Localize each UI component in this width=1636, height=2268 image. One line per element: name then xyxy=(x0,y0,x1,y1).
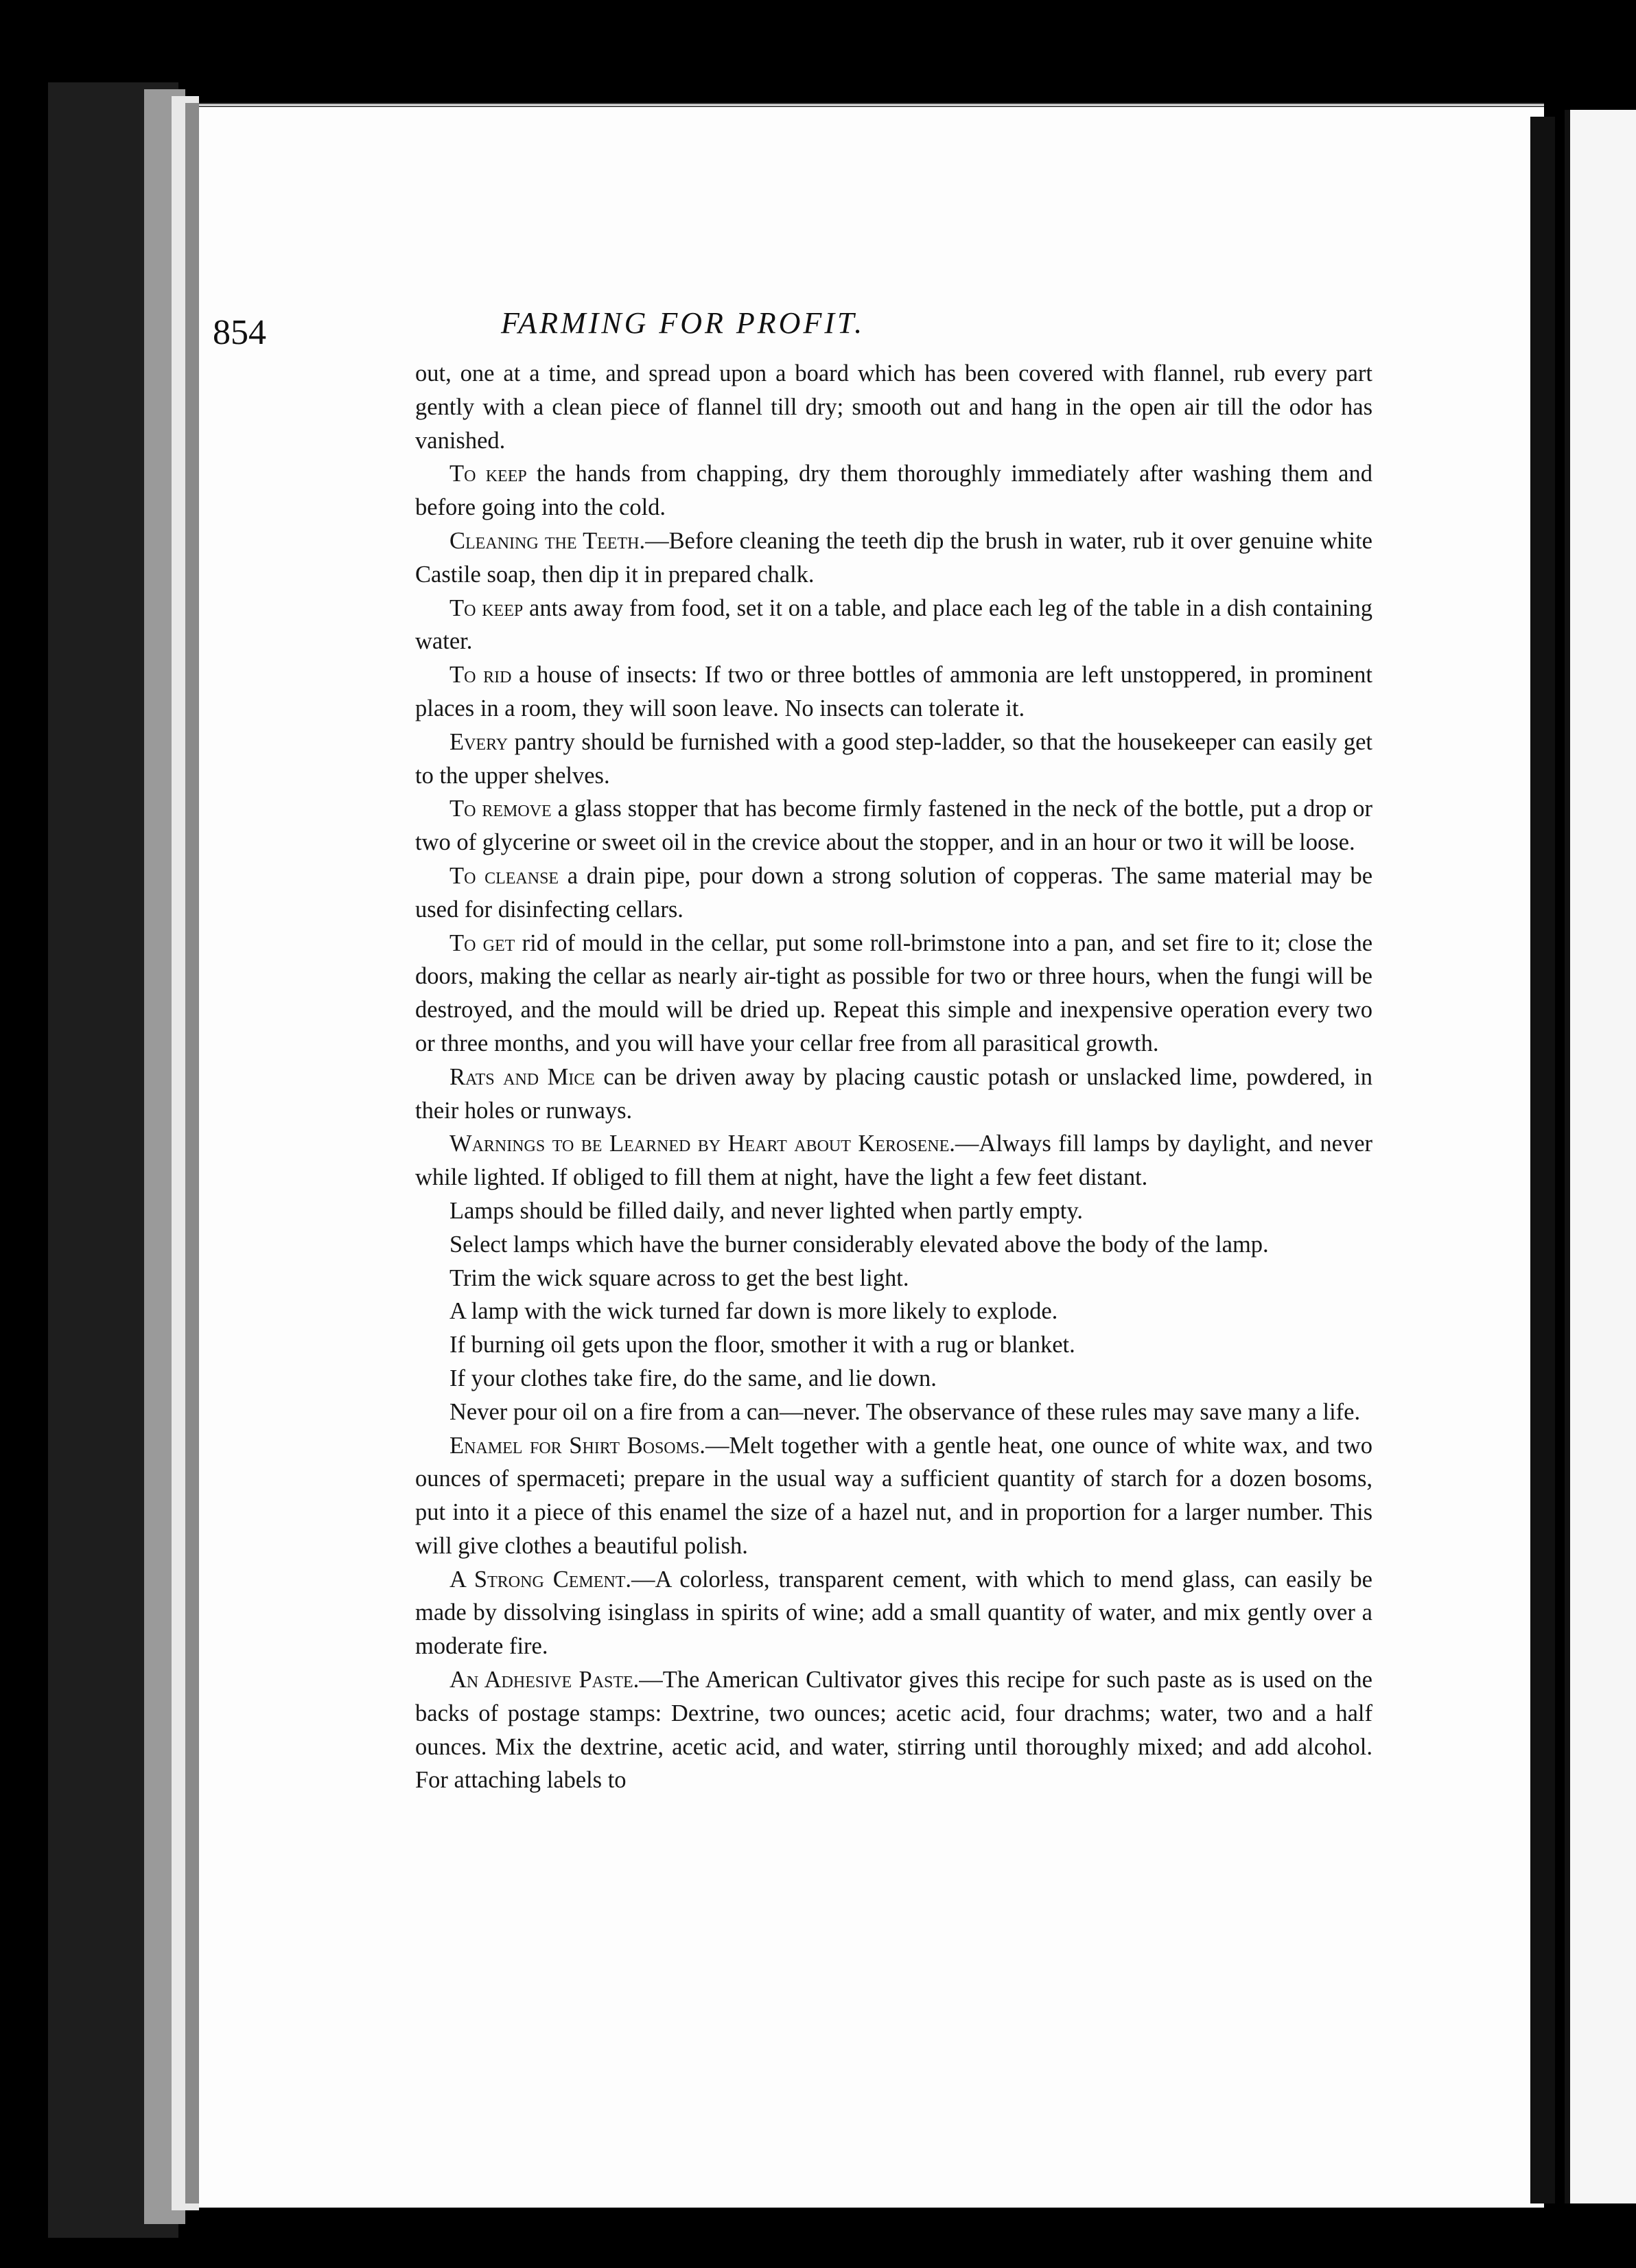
page-header xyxy=(213,305,1379,360)
paragraph xyxy=(415,1396,1372,1429)
paragraph-lead: An Adhesive Paste. xyxy=(449,1667,640,1693)
paragraph xyxy=(415,592,1372,659)
paragraph-lead: Rats and Mice xyxy=(449,1063,595,1090)
paragraph xyxy=(415,1563,1372,1663)
paragraph-lead: To rid xyxy=(449,662,512,688)
paragraph-text: Lamps should be filled daily, and never lighted when partly empty. xyxy=(449,1197,1083,1224)
paragraph-text: a glass stopper that has become firmly fastened in the neck of the bottle, put a drop or two of glycerine or sweet oil in the crevice about the stopper, and in an hour or two it will be loose. xyxy=(415,796,1372,856)
paragraph-text: a house of insects: If two or three bottles of ammonia are left unstoppered, in prominent places in a room, they will soon leave. No insects can tolerate it. xyxy=(415,662,1372,721)
paragraph-lead: Enamel for Shirt Bosoms. xyxy=(449,1432,705,1459)
paragraph-text: —A colorless, transparent cement, with which to mend glass, can easily be made by dissolving isinglass in spirits of wine; add a small quantity of water, and mix gently over a moderate fire. xyxy=(415,1566,1372,1660)
paragraph xyxy=(415,357,1372,457)
paragraph-text: Never pour oil on a fire from a can—never. The observance of these rules may save many a life. xyxy=(449,1398,1361,1425)
paragraph-text: can be driven away by placing caustic potash or unslacked lime, powdered, in their holes or runways. xyxy=(415,1063,1372,1124)
paragraph xyxy=(415,1262,1372,1295)
paragraph-text: —Before cleaning the teeth dip the brush in water, rub it over genuine white Castile soap, then dip it in prepared chalk. xyxy=(415,527,1372,588)
paragraph-text: —Melt together with a gentle heat, one ounce of white wax, and two ounces of spermaceti; prepare in the usual way a sufficient quantity of starch for a dozen bosoms, put into it a piece of this enamel the size of a hazel nut, and in proportion for a larger number. This will give clothes a beautiful polish. xyxy=(415,1432,1372,1559)
paragraph-text: If your clothes take fire, do the same, and lie down. xyxy=(449,1365,937,1391)
paragraph xyxy=(415,524,1372,592)
page-body xyxy=(415,357,1372,1797)
paragraph xyxy=(415,1194,1372,1228)
paragraph-lead: To get xyxy=(449,929,515,956)
paragraph-text: out, one at a time, and spread upon a board which has been covered with flannel, rub every part gently with a clean piece of flannel till dry; smooth out and hang in the open air till the odor has vanished. xyxy=(415,360,1372,454)
paragraph xyxy=(415,1663,1372,1797)
paragraph xyxy=(415,1228,1372,1262)
paragraph xyxy=(415,859,1372,927)
running-title: FARMING FOR PROFIT. xyxy=(501,306,865,340)
paragraph-lead: Warnings to be Learned by Heart about Kerosene. xyxy=(449,1131,955,1157)
paragraph xyxy=(415,792,1372,859)
paragraph-text: rid of mould in the cellar, put some roll-brimstone into a pan, and set fire to it; close the doors, making the cellar as nearly air-tight as possible for two or three hours, when the fungi will be destroyed, and the mould will be dried up. Repeat this simple and inexpensive operation every two or three months, and you will have your cellar free from all parasitical growth. xyxy=(415,929,1373,1056)
paragraph-lead: To cleanse xyxy=(449,862,559,889)
paragraph-lead: Every xyxy=(449,728,509,755)
paragraph-text: Select lamps which have the burner considerably elevated above the body of the lamp. xyxy=(449,1231,1269,1258)
paragraph-text: a drain pipe, pour down a strong solution of copperas. The same material may be used for disinfecting cellars. xyxy=(415,862,1373,923)
paragraph xyxy=(415,1429,1372,1563)
paragraph xyxy=(415,1362,1372,1396)
paragraph-lead: To remove xyxy=(449,796,552,822)
paragraph xyxy=(415,1328,1372,1362)
book-spine xyxy=(1530,117,1555,2203)
paragraph-text: ants away from food, set it on a table, and place each leg of the table in a dish containing water. xyxy=(415,594,1373,655)
paragraph-text: A lamp with the wick turned far down is more likely to explode. xyxy=(449,1298,1058,1325)
paragraph-text: the hands from chapping, dry them thoroughly immediately after washing them and before going into the cold. xyxy=(415,461,1372,521)
paragraph-text: pantry should be furnished with a good step-ladder, so that the housekeeper can easily get to the upper shelves. xyxy=(415,728,1372,789)
paragraph xyxy=(415,658,1372,726)
paragraph-text: —The American Cultivator gives this recipe for such paste as is used on the backs of postage stamps: Dextrine, two ounces; acetic acid, four drachms; water, two and a half ounces. Mix the dextrine, acetic acid, and water, stirring until thoroughly mixed; and add alcohol. For attaching labels to xyxy=(415,1667,1372,1794)
paragraph xyxy=(415,726,1372,793)
paragraph xyxy=(415,927,1372,1061)
paragraph-text: —Always fill lamps by daylight, and never while lighted. If obliged to fill them at night, have the light a few feet distant. xyxy=(415,1131,1372,1191)
paragraph-text: If burning oil gets upon the floor, smother it with a rug or blanket. xyxy=(449,1332,1075,1358)
facing-page xyxy=(1565,110,1636,2203)
paragraph xyxy=(415,1061,1372,1128)
page-number: 854 xyxy=(213,313,266,352)
paragraph-lead: To keep xyxy=(449,461,527,487)
paragraph-text: Trim the wick square across to get the best light. xyxy=(449,1264,909,1291)
paragraph xyxy=(415,457,1372,524)
paragraph xyxy=(415,1127,1372,1194)
paragraph-lead: A Strong Cement. xyxy=(449,1566,631,1593)
paragraph xyxy=(415,1295,1372,1328)
paragraph-lead: To keep xyxy=(449,594,524,621)
paragraph-lead: Cleaning the Teeth. xyxy=(449,527,646,554)
